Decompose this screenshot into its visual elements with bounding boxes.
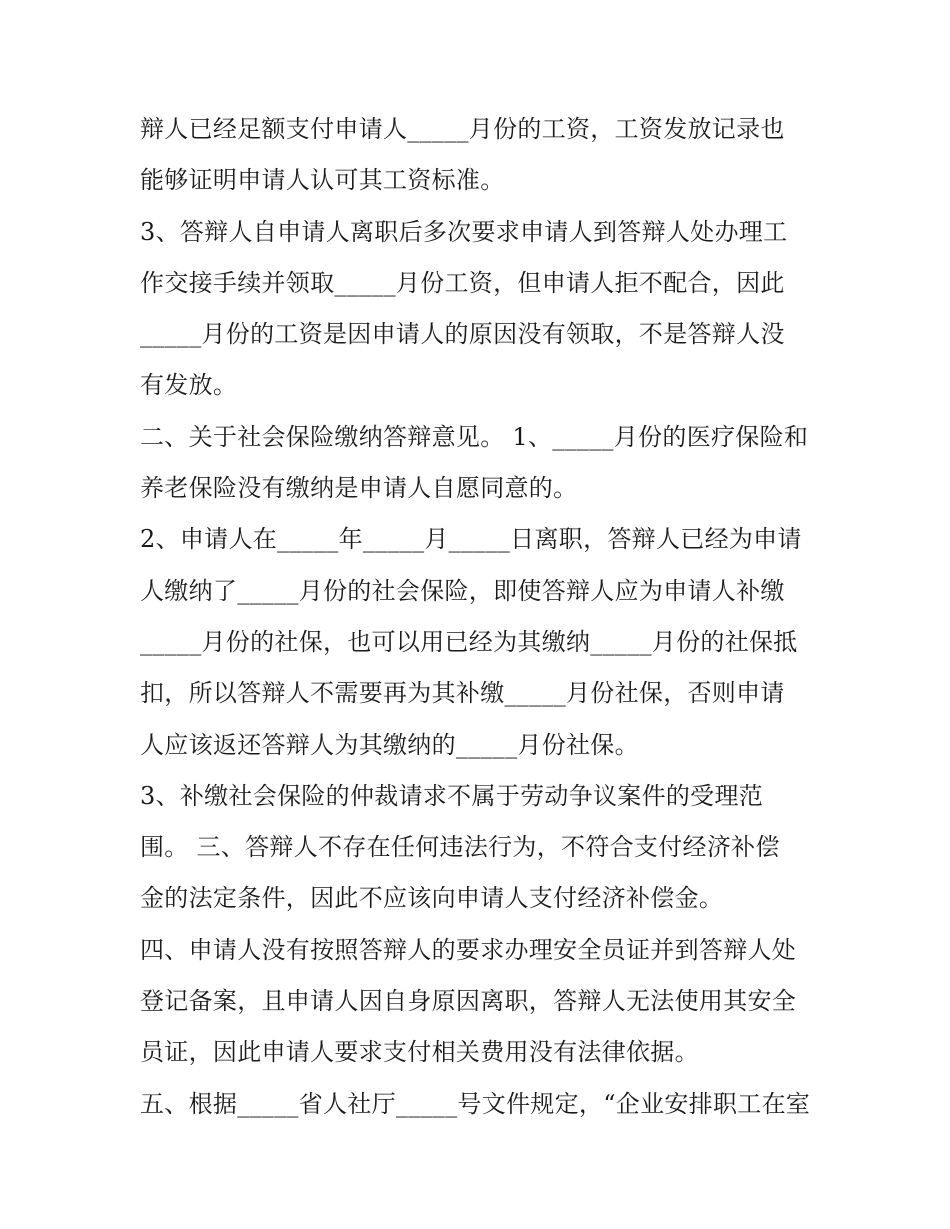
text-line: 五、根据_____省人社厅_____号文件规定，“企业安排职工在室 [140,1089,811,1118]
text-line: 能够证明申请人认可其工资标准。 [140,166,505,195]
text-line: 金的法定条件，因此不应该向申请人支付经济补偿金。 [140,884,724,913]
text-line: 作交接手续并领取_____月份工资，但申请人拒不配合，因此 [140,268,785,297]
text-line: 养老保险没有缴纳是申请人自愿同意的。 [140,474,578,503]
text-line: 扣，所以答辩人不需要再为其补缴_____月份社保，否则申请 [140,679,785,708]
text-line: 辩人已经足额支付申请人_____月份的工资，工资发放记录也 [140,115,785,143]
text-line: 有发放。 [140,371,238,400]
text-line: _____月份的工资是因申请人的原因没有领取，不是答辩人没 [140,320,785,349]
document-body [140,104,820,1130]
text-line: 四、申请人没有按照答辩人的要求办理安全员证并到答辩人处 [140,935,797,964]
text-line: 2、申请人在_____年_____月_____日离职，答辩人已经为申请 [140,525,802,554]
text-line: 3、补缴社会保险的仲裁请求不属于劳动争议案件的受理范 [140,781,764,810]
text-line: 人缴纳了_____月份的社会保险，即使答辩人应为申请人补缴 [140,576,785,605]
text-line: 登记备案，且申请人因自身原因离职，答辩人无法使用其安全 [140,987,797,1016]
text-line: _____月份的社保，也可以用已经为其缴纳_____月份的社保抵 [140,627,798,656]
text-line: 3、答辩人自申请人离职后多次要求申请人到答辩人处办理工 [140,217,788,246]
text-line: 人应该返还答辩人为其缴纳的_____月份社保。 [140,730,639,759]
text-line: 二、关于社会保险缴纳答辩意见。 1、_____月份的医疗保险和 [140,422,809,451]
text-line: 围。 三、答辩人不存在任何违法行为，不符合支付经济补偿 [140,833,780,862]
text-line: 员证，因此申请人要求支付相关费用没有法律依据。 [140,1038,699,1067]
